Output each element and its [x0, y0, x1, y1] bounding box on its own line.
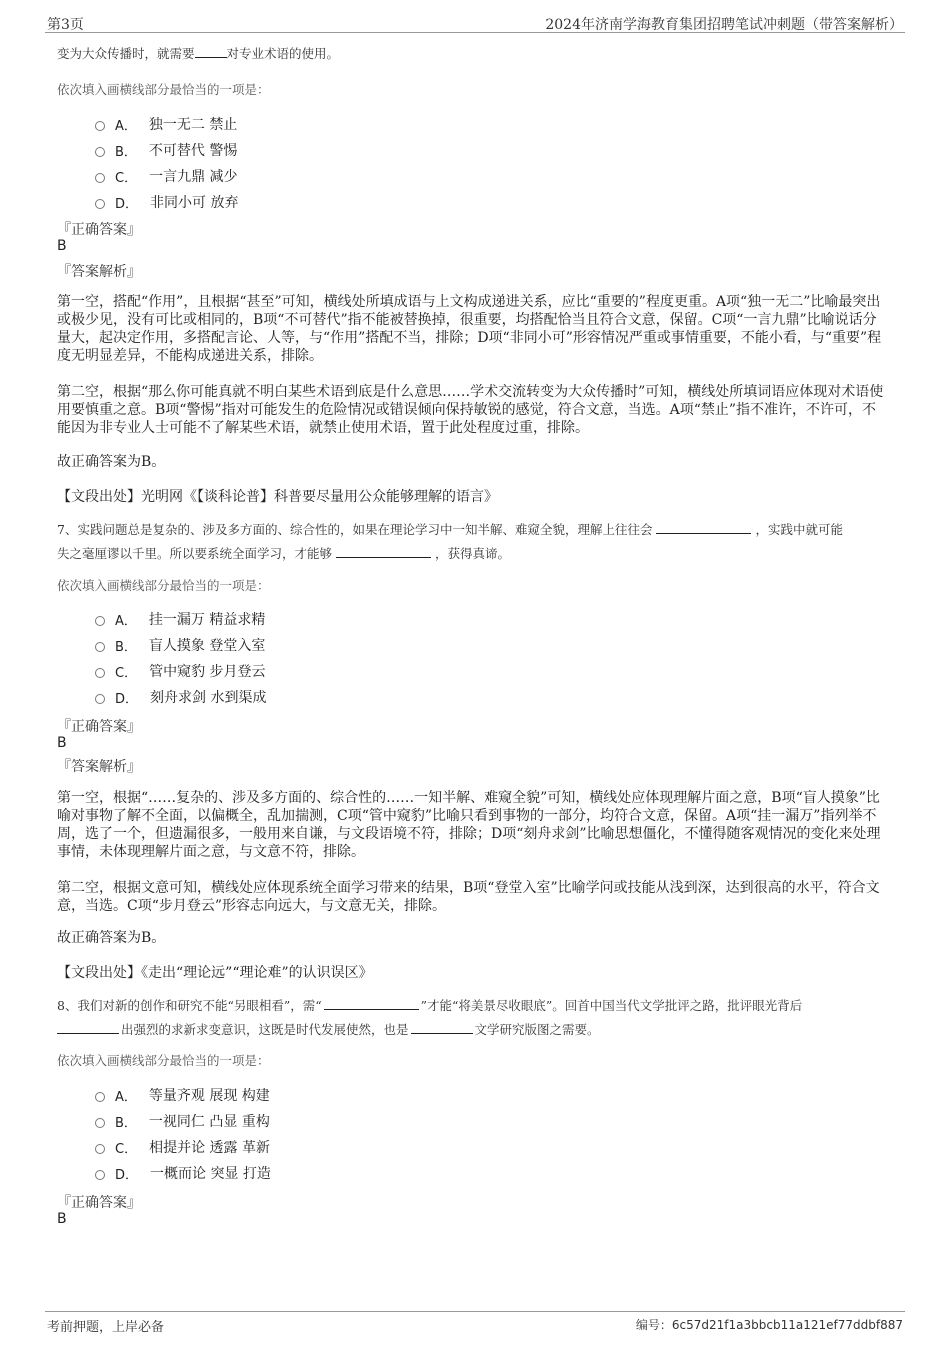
page-footer [45, 1311, 905, 1336]
q7-analysis-para-2: 第二空，根据文意可知，横线处应体现系统全面学习带来的结果，B项“登堂入室”比喻学问或技能从浅到深，达到很高的水平，符合文意，当选。C项“步月登云”形容志向远大，与文意无关，排除。 [57, 880, 880, 914]
q7-answer: B [57, 735, 67, 751]
q7-prompt: 依次填入画横线部分最恰当的一项是： [57, 578, 270, 593]
blank [656, 521, 751, 534]
radio-icon[interactable] [95, 173, 105, 183]
blank [324, 997, 419, 1010]
radio-icon[interactable] [95, 642, 105, 652]
q7-text: 7、实践问题总是复杂的、涉及多方面的、综合性的，如果在理论学习中一知半解、难窥全貌，理解上往往会 ，实践中就可能 失之毫厘谬以千里。所以要系统全面学习，才能够 ，获得真谛。 [57, 522, 843, 561]
q8-options [95, 1082, 271, 1186]
q8-text: 8、我们对新的创作和研究不能“另眼相看”，需“ ”才能“将美景尽收眼底”。回首中国当代文学批评之路，批评眼光背后 出强烈的求新求变意识，这既是时代发展使然，也是 文学研究版图之需要。 [57, 998, 803, 1037]
q6-prompt: 依次填入画横线部分最恰当的一项是： [57, 82, 270, 97]
radio-icon[interactable] [95, 199, 105, 209]
q7-analysis-label: 『答案解析』 [57, 759, 141, 775]
radio-icon[interactable] [95, 1118, 105, 1128]
q6-answer: B [57, 238, 67, 254]
q6-option-a[interactable]: A． 独一无二 禁止 [95, 111, 238, 137]
q7-answer-label: 『正确答案』 [57, 719, 141, 735]
document-title: 2024年济南学海教育集团招聘笔试冲刺题（带答案解析） [545, 17, 903, 33]
page-number: 第3页 [47, 17, 84, 33]
q6-option-d[interactable]: D． 非同小可 放弃 [95, 189, 238, 215]
radio-icon[interactable] [95, 121, 105, 131]
q8-answer-label: 『正确答案』 [57, 1195, 141, 1211]
q7-option-a[interactable]: A． 挂一漏万 精益求精 [95, 606, 266, 632]
blank [195, 45, 227, 58]
q6-option-b[interactable]: B． 不可替代 警惕 [95, 137, 238, 163]
q7-option-d[interactable]: D． 刻舟求剑 水到渠成 [95, 684, 266, 710]
q8-prompt: 依次填入画横线部分最恰当的一项是： [57, 1053, 270, 1068]
blank [336, 545, 431, 558]
blank [411, 1021, 473, 1034]
q6-analysis-para-2: 第二空，根据“那么你可能真就不明白某些术语到底是什么意思……学术交流转变为大众传播时”可知，横线处所填词语应体现对术语使用要慎重之意。B项“警惕”指对可能发生的危险情况或错误倾向保持敏锐的感觉，符合文意，当选。A项“禁止”指不准许，不许可，不能因为非专业人士可能不了解某些术语，就禁止使用术语，置于此处程度过重，排除。 [57, 384, 884, 436]
footer-slogan: 考前押题，上岸必备 [47, 1320, 165, 1335]
q6-source: 【文段出处】光明网《【谈科论普】科普要尽量用公众能够理解的语言》 [57, 489, 498, 505]
q6-analysis-label: 『答案解析』 [57, 264, 141, 280]
q8-option-a[interactable]: A． 等量齐观 展现 构建 [95, 1082, 271, 1108]
q6-options [95, 111, 238, 215]
q7-option-c[interactable]: C． 管中窥豹 步月登云 [95, 658, 266, 684]
radio-icon[interactable] [95, 694, 105, 704]
page-header [45, 12, 905, 33]
q7-options [95, 606, 266, 710]
radio-icon[interactable] [95, 616, 105, 626]
q7-source: 【文段出处】《走出“理论远”“理论难”的认识误区》 [57, 965, 373, 981]
q8-option-d[interactable]: D． 一概而论 突显 打造 [95, 1160, 271, 1186]
radio-icon[interactable] [95, 1144, 105, 1154]
q6-text-tail: 变为大众传播时，就需要 对专业术语的使用。 [57, 46, 340, 61]
q8-answer: B [57, 1211, 67, 1227]
q8-option-b[interactable]: B． 一视同仁 凸显 重构 [95, 1108, 271, 1134]
q6-analysis-conclusion: 故正确答案为B。 [57, 454, 166, 470]
blank [57, 1021, 119, 1034]
radio-icon[interactable] [95, 1170, 105, 1180]
q7-analysis-conclusion: 故正确答案为B。 [57, 930, 166, 946]
footer-code: 编号：6c57d21f1a3bbcb11a121ef77ddbf887 [635, 1318, 903, 1332]
radio-icon[interactable] [95, 147, 105, 157]
q6-option-c[interactable]: C． 一言九鼎 减少 [95, 163, 238, 189]
q7-option-b[interactable]: B． 盲人摸象 登堂入室 [95, 632, 266, 658]
radio-icon[interactable] [95, 668, 105, 678]
q7-analysis-para-1: 第一空，根据“……复杂的、涉及多方面的、综合性的……一知半解、难窥全貌”可知，横线处应体现理解片面之意，B项“盲人摸象”比喻对事物了解不全面，以偏概全，乱加揣测，C项“管中窥豹”比喻只看到事物的一部分，均符合文意，保留。A项“挂一漏万”指列举不周，选了一个，但遗漏很多，一般用来自谦，与文段语境不符，排除；D项“刻舟求剑”比喻思想僵化，不懂得随客观情况的变化来处理事情，未体现理解片面之意，与文意不符，排除。 [57, 790, 881, 860]
q8-option-c[interactable]: C． 相提并论 透露 革新 [95, 1134, 271, 1160]
radio-icon[interactable] [95, 1092, 105, 1102]
q6-answer-label: 『正确答案』 [57, 222, 141, 238]
q6-analysis-para-1: 第一空，搭配“作用”，且根据“甚至”可知，横线处所填成语与上文构成递进关系，应比“重要的”程度更重。A项“独一无二”比喻最突出或极少见，没有可比或相同的，B项“不可替代”指不能被替换掉，很重要，均搭配恰当且符合文意，保留。C项“一言九鼎”比喻说话分量大，起决定作用，多搭配言论、人等，与“作用”搭配不当，排除；D项“非同小可”形容情况严重或事情重要，不能小看，与“重要”程度无明显差异，不能构成递进关系，排除。 [57, 294, 882, 364]
